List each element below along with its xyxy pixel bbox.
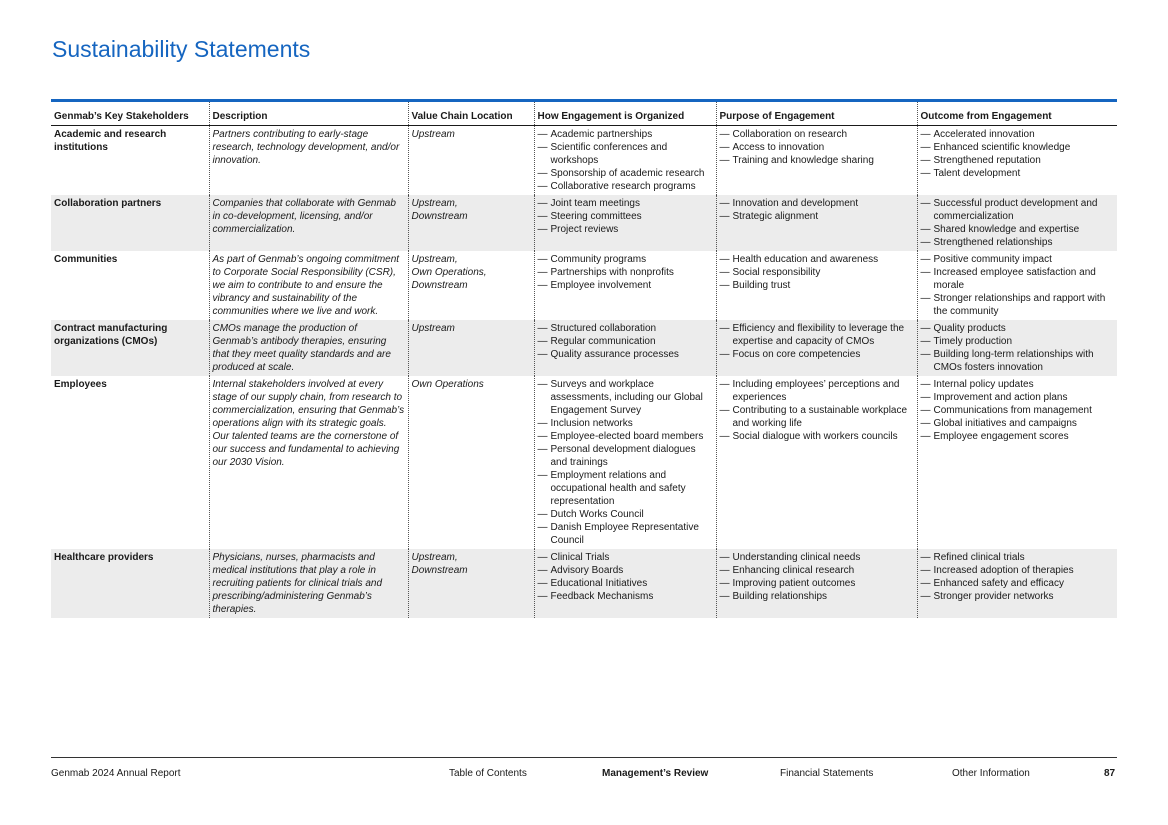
list-item: — Sponsorship of academic research bbox=[538, 167, 713, 180]
description-cell: Companies that collaborate with Genmab in co-development, licensing, and/or commercialization. bbox=[209, 195, 408, 251]
bullet-list bbox=[720, 128, 914, 167]
footer-link-managements-review[interactable]: Management’s Review bbox=[602, 768, 709, 779]
list-item: — Positive community impact bbox=[921, 253, 1115, 266]
stakeholder-cell: Communities bbox=[54, 254, 118, 265]
list-item: — Feedback Mechanisms bbox=[538, 590, 713, 603]
purpose-cell bbox=[716, 549, 917, 618]
list-item: — Understanding clinical needs bbox=[720, 551, 914, 564]
table-row bbox=[51, 320, 1117, 376]
header-outcome: Outcome from Engagement bbox=[917, 102, 1117, 126]
outcome-cell bbox=[917, 126, 1117, 196]
description-cell: As part of Genmab’s ongoing commitment to Corporate Social Responsibility (CSR), we aim to contribute to and ensure the vibrancy and sustainability of the communities where we live and work. bbox=[209, 251, 408, 320]
description-cell: CMOs manage the production of Genmab’s antibody therapies, ensuring that they meet quality standards and are produced at scale. bbox=[209, 320, 408, 376]
bullet-list bbox=[538, 551, 713, 603]
stakeholder-cell: Employees bbox=[54, 379, 107, 390]
footer-rule bbox=[51, 757, 1117, 758]
header-value-chain-location: Value Chain Location bbox=[408, 102, 534, 126]
list-item: — Internal policy updates bbox=[921, 378, 1115, 391]
list-item: — Building trust bbox=[720, 279, 914, 292]
list-item: — Partnerships with nonprofits bbox=[538, 266, 713, 279]
bullet-list bbox=[538, 128, 713, 193]
table-row bbox=[51, 251, 1117, 320]
list-item: — Improving patient outcomes bbox=[720, 577, 914, 590]
list-item: — Shared knowledge and expertise bbox=[921, 223, 1115, 236]
bullet-list bbox=[921, 378, 1115, 443]
header-stakeholders: Genmab’s Key Stakeholders bbox=[51, 102, 209, 126]
table-header-row bbox=[51, 102, 1117, 126]
list-item: — Focus on core competencies bbox=[720, 348, 914, 361]
table-row bbox=[51, 376, 1117, 549]
list-item: — Inclusion networks bbox=[538, 417, 713, 430]
list-item: — Increased employee satisfaction and morale bbox=[921, 266, 1115, 292]
list-item: — Improvement and action plans bbox=[921, 391, 1115, 404]
bullet-list bbox=[921, 322, 1115, 374]
header-purpose: Purpose of Engagement bbox=[716, 102, 917, 126]
outcome-cell bbox=[917, 320, 1117, 376]
bullet-list bbox=[921, 197, 1115, 249]
list-item: — Regular communication bbox=[538, 335, 713, 348]
bullet-list bbox=[720, 197, 914, 223]
list-item: — Employee engagement scores bbox=[921, 430, 1115, 443]
table-row bbox=[51, 126, 1117, 196]
list-item: — Surveys and workplace assessments, including our Global Engagement Survey bbox=[538, 378, 713, 417]
bullet-list bbox=[720, 551, 914, 603]
purpose-cell bbox=[716, 195, 917, 251]
list-item: — Employee-elected board members bbox=[538, 430, 713, 443]
list-item: — Employee involvement bbox=[538, 279, 713, 292]
list-item: — Collaborative research programs bbox=[538, 180, 713, 193]
stakeholder-cell: Collaboration partners bbox=[51, 195, 209, 251]
list-item: — Social dialogue with workers councils bbox=[720, 430, 914, 443]
list-item: — Including employees’ perceptions and experiences bbox=[720, 378, 914, 404]
outcome-cell bbox=[917, 195, 1117, 251]
list-item: — Refined clinical trials bbox=[921, 551, 1115, 564]
header-description: Description bbox=[209, 102, 408, 126]
list-item: — Personal development dialogues and trainings bbox=[538, 443, 713, 469]
purpose-cell bbox=[716, 126, 917, 196]
list-item: — Community programs bbox=[538, 253, 713, 266]
list-item: — Building long-term relationships with CMOs fosters innovation bbox=[921, 348, 1115, 374]
list-item: — Global initiatives and campaigns bbox=[921, 417, 1115, 430]
list-item: — Efficiency and flexibility to leverage the expertise and capacity of CMOs bbox=[720, 322, 914, 348]
list-item: — Joint team meetings bbox=[538, 197, 713, 210]
purpose-cell bbox=[716, 320, 917, 376]
bullet-list bbox=[538, 253, 713, 292]
list-item: — Steering committees bbox=[538, 210, 713, 223]
list-item: — Stronger relationships and rapport with the community bbox=[921, 292, 1115, 318]
footer-link-table-of-contents[interactable]: Table of Contents bbox=[449, 768, 527, 779]
list-item: — Educational Initiatives bbox=[538, 577, 713, 590]
value-chain-location-cell: Upstream, Downstream bbox=[408, 195, 534, 251]
list-item: — Talent development bbox=[921, 167, 1115, 180]
list-item: — Advisory Boards bbox=[538, 564, 713, 577]
list-item: — Structured collaboration bbox=[538, 322, 713, 335]
list-item: — Successful product development and commercialization bbox=[921, 197, 1115, 223]
engagement-methods-cell bbox=[534, 320, 716, 376]
stakeholder-table bbox=[51, 99, 1117, 618]
bullet-list bbox=[921, 128, 1115, 180]
list-item: — Timely production bbox=[921, 335, 1115, 348]
purpose-cell bbox=[716, 251, 917, 320]
list-item: — Stronger provider networks bbox=[921, 590, 1115, 603]
table-row bbox=[51, 549, 1117, 618]
purpose-cell bbox=[716, 376, 917, 549]
engagement-methods-cell bbox=[534, 195, 716, 251]
list-item: — Strategic alignment bbox=[720, 210, 914, 223]
page-title: Sustainability Statements bbox=[52, 36, 311, 62]
list-item: — Enhanced safety and efficacy bbox=[921, 577, 1115, 590]
footer-link-other-information[interactable]: Other Information bbox=[952, 768, 1030, 779]
bullet-list bbox=[538, 197, 713, 236]
list-item: — Strengthened reputation bbox=[921, 154, 1115, 167]
stakeholder-cell: Academic and research institutions bbox=[54, 129, 167, 153]
list-item: — Training and knowledge sharing bbox=[720, 154, 914, 167]
outcome-cell bbox=[917, 549, 1117, 618]
stakeholder-cell: Contract manufacturing organizations (CMOs) bbox=[51, 320, 209, 376]
list-item: — Access to innovation bbox=[720, 141, 914, 154]
engagement-methods-cell bbox=[534, 126, 716, 196]
outcome-cell bbox=[917, 251, 1117, 320]
bullet-list bbox=[538, 322, 713, 361]
list-item: — Strengthened relationships bbox=[921, 236, 1115, 249]
engagement-methods-cell bbox=[534, 376, 716, 549]
list-item: — Academic partnerships bbox=[538, 128, 713, 141]
bullet-list bbox=[921, 551, 1115, 603]
list-item: — Enhanced scientific knowledge bbox=[921, 141, 1115, 154]
value-chain-location-cell: Upstream bbox=[408, 320, 534, 376]
list-item: — Increased adoption of therapies bbox=[921, 564, 1115, 577]
value-chain-location-cell: Upstream, Own Operations, Downstream bbox=[408, 251, 534, 320]
bullet-list bbox=[720, 378, 914, 443]
table-row bbox=[51, 195, 1117, 251]
bullet-list bbox=[720, 253, 914, 292]
bullet-list bbox=[921, 253, 1115, 318]
list-item: — Collaboration on research bbox=[720, 128, 914, 141]
list-item: — Employment relations and occupational health and safety representation bbox=[538, 469, 713, 508]
list-item: — Accelerated innovation bbox=[921, 128, 1115, 141]
footer-report-title: Genmab 2024 Annual Report bbox=[51, 768, 181, 779]
list-item: — Clinical Trials bbox=[538, 551, 713, 564]
engagement-methods-cell bbox=[534, 251, 716, 320]
list-item: — Enhancing clinical research bbox=[720, 564, 914, 577]
page-number: 87 bbox=[1104, 768, 1116, 779]
description-cell: Internal stakeholders involved at every stage of our supply chain, from research to commercialization, ensuring that Genmab’s operations align with its strategic goals. Our talented teams are the cornerstone of our success and fundamental to achieving our 2030 Vision. bbox=[209, 376, 408, 549]
stakeholder-cell: Healthcare providers bbox=[51, 549, 209, 618]
list-item: — Innovation and development bbox=[720, 197, 914, 210]
list-item: — Danish Employee Representative Council bbox=[538, 521, 713, 547]
list-item: — Communications from management bbox=[921, 404, 1115, 417]
header-how-engagement: How Engagement is Organized bbox=[534, 102, 716, 126]
list-item: — Dutch Works Council bbox=[538, 508, 713, 521]
list-item: — Scientific conferences and workshops bbox=[538, 141, 713, 167]
list-item: — Project reviews bbox=[538, 223, 713, 236]
list-item: — Contributing to a sustainable workplace and working life bbox=[720, 404, 914, 430]
engagement-methods-cell bbox=[534, 549, 716, 618]
list-item: — Quality assurance processes bbox=[538, 348, 713, 361]
description-cell: Physicians, nurses, pharmacists and medical institutions that play a role in recruiting patients for clinical trials and prescribing/administering Genmab’s therapies. bbox=[209, 549, 408, 618]
value-chain-location-cell: Upstream bbox=[408, 126, 534, 196]
outcome-cell bbox=[917, 376, 1117, 549]
list-item: — Building relationships bbox=[720, 590, 914, 603]
description-cell: Partners contributing to early-stage research, technology development, and/or innovation. bbox=[209, 126, 408, 196]
list-item: — Health education and awareness bbox=[720, 253, 914, 266]
bullet-list bbox=[720, 322, 914, 361]
list-item: — Social responsibility bbox=[720, 266, 914, 279]
list-item: — Quality products bbox=[921, 322, 1115, 335]
footer-link-financial-statements[interactable]: Financial Statements bbox=[780, 768, 874, 779]
bullet-list bbox=[538, 378, 713, 547]
value-chain-location-cell: Upstream, Downstream bbox=[408, 549, 534, 618]
value-chain-location-cell: Own Operations bbox=[408, 376, 534, 549]
